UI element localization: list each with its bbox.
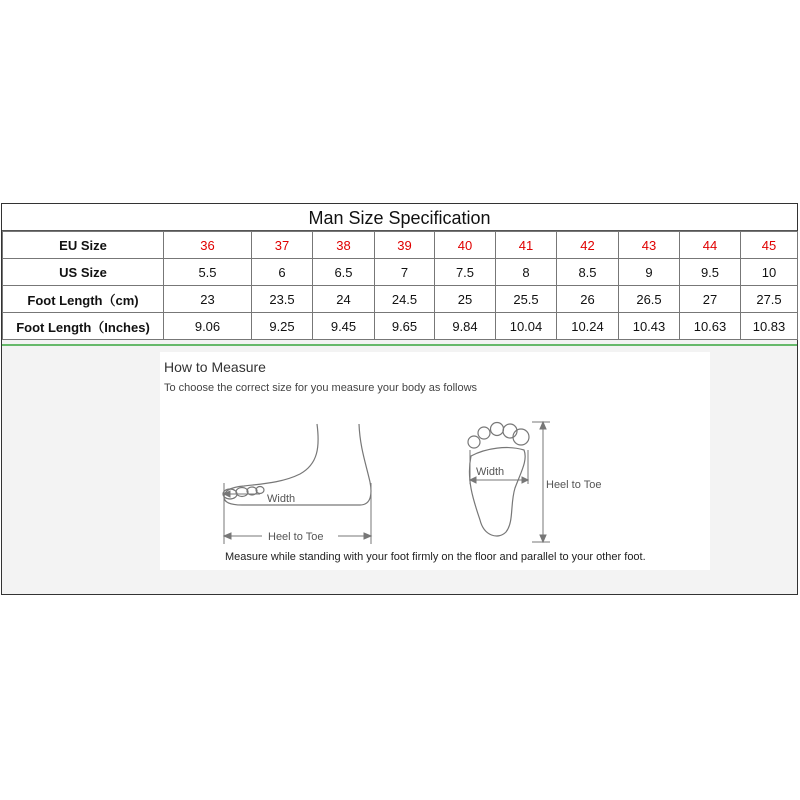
table-row-foot-length-inches [3,313,798,340]
table-cell: 9.06 [164,313,252,340]
table-cell: 10.83 [741,313,798,340]
table-cell: 45 [741,232,798,259]
table-cell: 27.5 [741,286,798,313]
size-table [2,231,798,340]
table-cell: 10 [741,259,798,286]
table-cell: 9.84 [435,313,496,340]
table-cell: 7 [375,259,435,286]
table-cell: 10.43 [619,313,680,340]
table-cell: 9.25 [252,313,313,340]
side-foot-icon [223,424,371,505]
sole-width-label: Width [476,466,505,478]
table-cell: 36 [164,232,252,259]
table-cell: 9.45 [313,313,375,340]
table-cell: 7.5 [435,259,496,286]
table-cell: 10.63 [680,313,741,340]
table-cell: 26.5 [619,286,680,313]
sole-foot-icon [468,423,529,537]
row-label: Foot Length（Inches) [3,313,164,340]
table-cell: 25.5 [496,286,557,313]
row-label: US Size [3,259,164,286]
side-length-label: Heel to Toe [268,531,324,543]
table-cell: 5.5 [164,259,252,286]
table-cell: 23.5 [252,286,313,313]
table-cell: 24 [313,286,375,313]
table-row-us-size [3,259,798,286]
side-width-label: Width [267,493,296,505]
table-cell: 40 [435,232,496,259]
measure-subtitle: To choose the correct size for you measure your body as follows [164,382,478,394]
how-to-measure-panel [160,352,710,570]
table-row-eu-size [3,232,798,259]
table-cell: 43 [619,232,680,259]
table-cell: 37 [252,232,313,259]
table-cell: 44 [680,232,741,259]
table-cell: 25 [435,286,496,313]
table-cell: 9 [619,259,680,286]
table-cell: 8 [496,259,557,286]
table-cell: 23 [164,286,252,313]
table-cell: 27 [680,286,741,313]
table-cell: 24.5 [375,286,435,313]
sole-length-label: Heel to Toe [546,479,602,491]
row-label: Foot Length（cm) [3,286,164,313]
measure-note: Measure while standing with your foot firmly on the floor and parallel to your other foot. [225,551,646,563]
table-cell: 26 [557,286,619,313]
table-cell: 41 [496,232,557,259]
size-chart [1,203,798,595]
table-cell: 10.24 [557,313,619,340]
chart-title: Man Size Specification [2,204,797,231]
table-cell: 42 [557,232,619,259]
measure-title: How to Measure [164,359,266,375]
table-cell: 9.65 [375,313,435,340]
table-cell: 6.5 [313,259,375,286]
table-cell: 39 [375,232,435,259]
divider [2,344,797,346]
table-cell: 38 [313,232,375,259]
row-label: EU Size [3,232,164,259]
table-cell: 10.04 [496,313,557,340]
table-cell: 8.5 [557,259,619,286]
table-cell: 9.5 [680,259,741,286]
table-row-foot-length-cm [3,286,798,313]
table-cell: 6 [252,259,313,286]
